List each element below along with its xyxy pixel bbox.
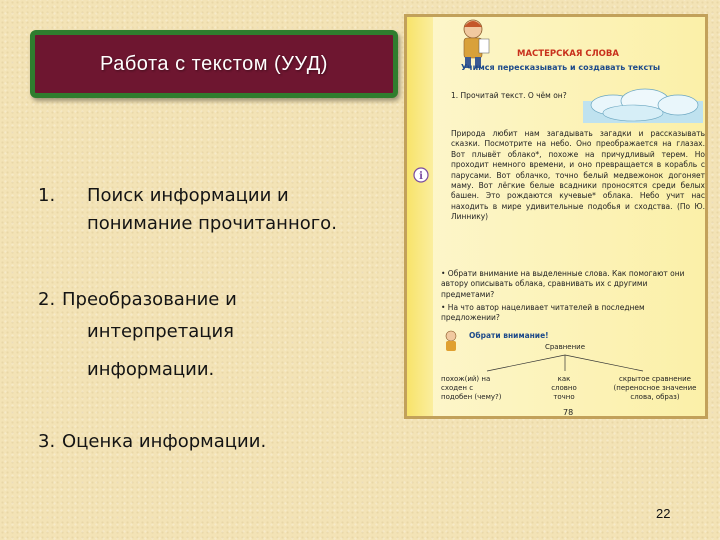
book-page-number: 78 [563,408,574,417]
list-item-line: Поиск информации и [87,185,289,206]
list-item-line: Оценка информации. [62,431,267,452]
list-item-line: интерпретация [87,321,235,342]
slide-title-box [30,30,398,98]
tree-right-line: (переносное значение [613,384,697,392]
tree-left-line: подобен (чему?) [441,393,502,401]
list-item-number: 3. [38,431,56,452]
book-note-2: • На что автор нацеливает читателей в последнем предложении? [441,303,645,323]
tree-left-line: сходен с [441,384,474,392]
book-heading: МАСТЕРСКАЯ СЛОВА [517,49,619,59]
info-marker-icon [413,167,429,183]
book-subheading: Учимся пересказывать и создавать тексты [461,63,661,72]
list-item-number: 2. [38,289,56,310]
list-item-line: понимание прочитанного. [87,213,337,234]
tree-mid-line: точно [553,393,575,401]
svg-text:i: i [419,171,423,182]
book-attention: Обрати внимание! [469,331,549,340]
tree-mid-line: словно [551,384,577,392]
tree-connectors [467,351,687,373]
tree-root-label: Сравнение [544,343,586,351]
textbook-page [404,14,708,419]
tree-right [603,375,707,402]
list-item-line: информации. [87,359,215,380]
small-character-icon [441,329,461,355]
book-paragraph: Природа любит нам загадывать загадки и рассказывать сказки. Посмотрите на небо. Оно преображается на глазах. Вот плывёт облако*, похоже на причудливый терем. Но проходит немного времени, и оно превращается в корабль с парусами. Вот облачко, точно белый медвежонок догоняет маму. Вот лёгкие белые всадники проносятся среди белых башен. Это рождаются кучевые* облака. Небо учит нас находить в мире удивительные подобья и сходства. (По Ю. Линнику) [451,129,705,222]
slide-number: 22 [656,506,671,521]
tree-left-line: похож(ий) на [441,375,491,383]
slide-title: Работа с текстом (УУД) [100,52,328,75]
tree-middle [539,375,589,402]
book-question: 1. Прочитай текст. О чём он? [451,91,567,100]
tree-right-line: слова, образ) [630,393,680,401]
page-margin-strip [407,17,433,416]
book-note-1: • Обрати внимание на выделенные слова. Как помогают они автору описывать облака, сравнивать их с другими предметами? [441,269,685,299]
tree-left [441,375,521,402]
clouds-illustration-icon [583,81,703,123]
boy-illustration-icon [453,17,493,69]
list-item-number: 1. [38,185,56,206]
tree-mid-line: как [557,375,571,383]
tree-right-line: скрытое сравнение [619,375,691,383]
list-item-line: Преобразование и [62,289,237,310]
